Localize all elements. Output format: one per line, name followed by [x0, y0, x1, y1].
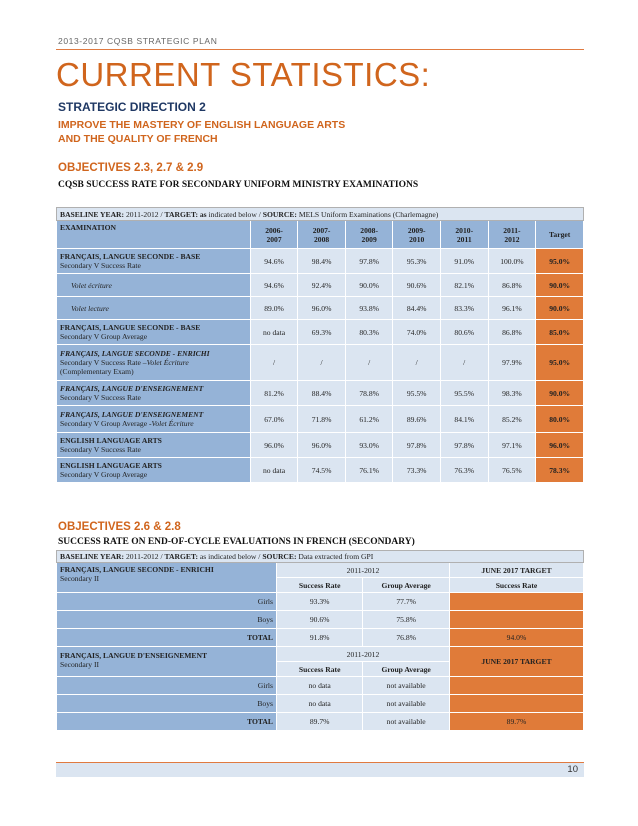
baseline-row — [57, 551, 584, 563]
value-cell: 93.3% — [276, 593, 362, 611]
value-cell: 96.0% — [298, 297, 346, 320]
col-year-4: 2009- 2010 — [393, 221, 441, 249]
direction-line-1: IMPROVE THE MASTERY OF ENGLISH LANGUAGE ARTS — [58, 119, 346, 131]
course-label: FRANÇAIS, LANGUE SECONDE - ENRICHI Secondary II — [57, 563, 277, 593]
direction-line-2: AND THE QUALITY OF FRENCH — [58, 133, 218, 145]
baseline-value: 2011-2012 / — [124, 552, 163, 561]
target-cell — [449, 695, 583, 713]
value-cell: 61.2% — [345, 406, 393, 433]
exam-results-table — [56, 207, 584, 483]
target-label: TARGET: as — [164, 209, 207, 219]
value-cell: 95.5% — [393, 381, 441, 406]
table-row — [57, 611, 584, 629]
col-target: Target — [536, 221, 584, 249]
exam-label: ENGLISH LANGUAGE ARTS Secondary V Success Rate — [57, 433, 251, 458]
source-label: SOURCE: — [262, 552, 297, 561]
direction-description — [58, 118, 418, 146]
value-cell: 75.8% — [363, 611, 450, 629]
value-cell: 92.4% — [298, 274, 346, 297]
value-cell: 94.6% — [250, 274, 298, 297]
table-row — [57, 695, 584, 713]
target-cell — [449, 611, 583, 629]
value-cell: 74.5% — [298, 458, 346, 483]
baseline-label: BASELINE YEAR: — [60, 552, 125, 561]
value-cell: no data — [250, 458, 298, 483]
value-cell: 83.3% — [440, 297, 488, 320]
value-cell: 95.3% — [393, 249, 441, 274]
col-target-success-rate: Success Rate — [449, 578, 583, 593]
year-header: 2011-2012 — [276, 647, 449, 662]
june-target-header: JUNE 2017 TARGET — [449, 563, 583, 578]
baseline-row — [57, 208, 584, 221]
table-row — [57, 458, 584, 483]
value-cell: 88.4% — [298, 381, 346, 406]
baseline-cell — [57, 551, 584, 563]
col-success-rate: Success Rate — [276, 578, 362, 593]
row-label: Boys — [57, 695, 277, 713]
target-label: TARGET: — [164, 552, 198, 561]
target-cell: 95.0% — [536, 249, 584, 274]
value-cell: 97.8% — [345, 249, 393, 274]
baseline-value: 2011-2012 / — [124, 209, 163, 219]
value-cell: 71.8% — [298, 406, 346, 433]
value-cell: 84.1% — [440, 406, 488, 433]
row-label: Girls — [57, 593, 277, 611]
target-value: as indicated below / — [198, 552, 261, 561]
value-cell: 86.8% — [488, 274, 536, 297]
value-cell: 98.4% — [298, 249, 346, 274]
section-subtitle-1: CQSB SUCCESS RATE FOR SECONDARY UNIFORM MINISTRY EXAMINATIONS — [58, 180, 419, 190]
table-row — [57, 345, 584, 381]
value-cell: 95.5% — [440, 381, 488, 406]
value-cell: 76.3% — [440, 458, 488, 483]
target-cell: 94.0% — [449, 629, 583, 647]
col-success-rate: Success Rate — [276, 662, 362, 677]
value-cell: 97.8% — [393, 433, 441, 458]
table-row — [57, 320, 584, 345]
value-cell: 89.0% — [250, 297, 298, 320]
value-cell: 97.1% — [488, 433, 536, 458]
value-cell: 80.6% — [440, 320, 488, 345]
value-cell: 93.8% — [345, 297, 393, 320]
target-cell: 96.0% — [536, 433, 584, 458]
target-cell — [449, 593, 583, 611]
table-row — [57, 677, 584, 695]
value-cell: 97.9% — [488, 345, 536, 381]
objectives-heading-2: OBJECTIVES 2.6 & 2.8 — [58, 521, 181, 533]
strategic-direction: STRATEGIC DIRECTION 2 — [58, 100, 206, 114]
col-group-average: Group Average — [363, 662, 450, 677]
col-year-2: 2007- 2008 — [298, 221, 346, 249]
target-cell: 90.0% — [536, 297, 584, 320]
value-cell: not available — [363, 713, 450, 731]
target-cell: 95.0% — [536, 345, 584, 381]
table-row — [57, 249, 584, 274]
value-cell: 76.8% — [363, 629, 450, 647]
value-cell: 78.8% — [345, 381, 393, 406]
value-cell: 73.3% — [393, 458, 441, 483]
baseline-cell — [57, 208, 584, 221]
target-cell: 85.0% — [536, 320, 584, 345]
value-cell: no data — [250, 320, 298, 345]
value-cell: / — [250, 345, 298, 381]
exam-label: Volet écriture — [57, 274, 251, 297]
col-examination: EXAMINATION — [57, 221, 251, 249]
target-value: indicated below / — [206, 209, 261, 219]
value-cell: 90.6% — [393, 274, 441, 297]
value-cell: 82.1% — [440, 274, 488, 297]
value-cell: 69.3% — [298, 320, 346, 345]
value-cell: 90.0% — [345, 274, 393, 297]
value-cell: no data — [276, 677, 362, 695]
table-row — [57, 563, 584, 578]
value-cell: 90.6% — [276, 611, 362, 629]
source-label: SOURCE: — [262, 209, 297, 219]
value-cell: 84.4% — [393, 297, 441, 320]
exam-label: ENGLISH LANGUAGE ARTS Secondary V Group Average — [57, 458, 251, 483]
col-year-5: 2010- 2011 — [440, 221, 488, 249]
header-rule — [56, 49, 584, 50]
value-cell: 74.0% — [393, 320, 441, 345]
end-of-cycle-table — [56, 550, 584, 731]
row-label: TOTAL — [57, 629, 277, 647]
value-cell: 89.6% — [393, 406, 441, 433]
exam-label: FRANÇAIS, LANGUE D'ENSEIGNEMENT Secondary V Group Average -Volet Écriture — [57, 406, 251, 433]
june-target-header: JUNE 2017 TARGET — [449, 647, 583, 677]
value-cell: 100.0% — [488, 249, 536, 274]
col-year-3: 2008- 2009 — [345, 221, 393, 249]
target-cell: 90.0% — [536, 381, 584, 406]
running-header: 2013-2017 CQSB STRATEGIC PLAN — [58, 36, 218, 46]
table-row — [57, 406, 584, 433]
value-cell: 91.0% — [440, 249, 488, 274]
value-cell: / — [345, 345, 393, 381]
target-cell: 90.0% — [536, 274, 584, 297]
value-cell: 96.0% — [298, 433, 346, 458]
target-cell: 80.0% — [536, 406, 584, 433]
table-row — [57, 433, 584, 458]
objectives-heading-1: OBJECTIVES 2.3, 2.7 & 2.9 — [58, 162, 204, 174]
value-cell: 80.3% — [345, 320, 393, 345]
source-value: MELS Uniform Examinations (Charlemagne) — [296, 209, 439, 219]
value-cell: not available — [363, 677, 450, 695]
value-cell: 91.8% — [276, 629, 362, 647]
page-number: 10 — [567, 764, 578, 775]
value-cell: 76.1% — [345, 458, 393, 483]
value-cell: 96.1% — [488, 297, 536, 320]
exam-label: FRANÇAIS, LANGUE D'ENSEIGNEMENT Secondary V Success Rate — [57, 381, 251, 406]
table-row — [57, 593, 584, 611]
exam-label: FRANÇAIS, LANGUE SECONDE - BASE Secondary V Success Rate — [57, 249, 251, 274]
exam-label: Volet lecture — [57, 297, 251, 320]
value-cell: 85.2% — [488, 406, 536, 433]
value-cell: 94.6% — [250, 249, 298, 274]
footer-bar — [56, 763, 584, 777]
page-title: CURRENT STATISTICS: — [56, 56, 431, 93]
value-cell: / — [440, 345, 488, 381]
value-cell: 98.3% — [488, 381, 536, 406]
table-row — [57, 381, 584, 406]
value-cell: 93.0% — [345, 433, 393, 458]
target-cell: 78.3% — [536, 458, 584, 483]
value-cell: 86.8% — [488, 320, 536, 345]
col-year-1: 2006- 2007 — [250, 221, 298, 249]
table-row — [57, 297, 584, 320]
course-label: FRANÇAIS, LANGUE D'ENSEIGNEMENT Secondary II — [57, 647, 277, 677]
header-row — [57, 221, 584, 249]
year-header: 2011-2012 — [276, 563, 449, 578]
exam-label: FRANÇAIS, LANGUE SECONDE - BASE Secondary V Group Average — [57, 320, 251, 345]
value-cell: no data — [276, 695, 362, 713]
target-cell — [449, 677, 583, 695]
col-year-6: 2011- 2012 — [488, 221, 536, 249]
value-cell: 67.0% — [250, 406, 298, 433]
row-label: Boys — [57, 611, 277, 629]
baseline-label: BASELINE YEAR: — [60, 209, 125, 219]
col-group-average: Group Average — [363, 578, 450, 593]
value-cell: / — [298, 345, 346, 381]
value-cell: 76.5% — [488, 458, 536, 483]
table-row — [57, 274, 584, 297]
value-cell: 77.7% — [363, 593, 450, 611]
table-row — [57, 647, 584, 662]
target-cell: 89.7% — [449, 713, 583, 731]
value-cell: 96.0% — [250, 433, 298, 458]
table-row — [57, 629, 584, 647]
value-cell: / — [393, 345, 441, 381]
value-cell: 89.7% — [276, 713, 362, 731]
value-cell: 81.2% — [250, 381, 298, 406]
row-label: TOTAL — [57, 713, 277, 731]
source-value: Data extracted from GPI — [296, 552, 374, 561]
row-label: Girls — [57, 677, 277, 695]
value-cell: not available — [363, 695, 450, 713]
value-cell: 97.8% — [440, 433, 488, 458]
section-subtitle-2: SUCCESS RATE ON END-OF-CYCLE EVALUATIONS IN FRENCH (SECONDARY) — [58, 537, 415, 547]
exam-label: FRANÇAIS, LANGUE SECONDE - ENRICHI Secondary V Success Rate –Volet Écriture (Complementary Exam) — [57, 345, 251, 381]
table-row — [57, 713, 584, 731]
